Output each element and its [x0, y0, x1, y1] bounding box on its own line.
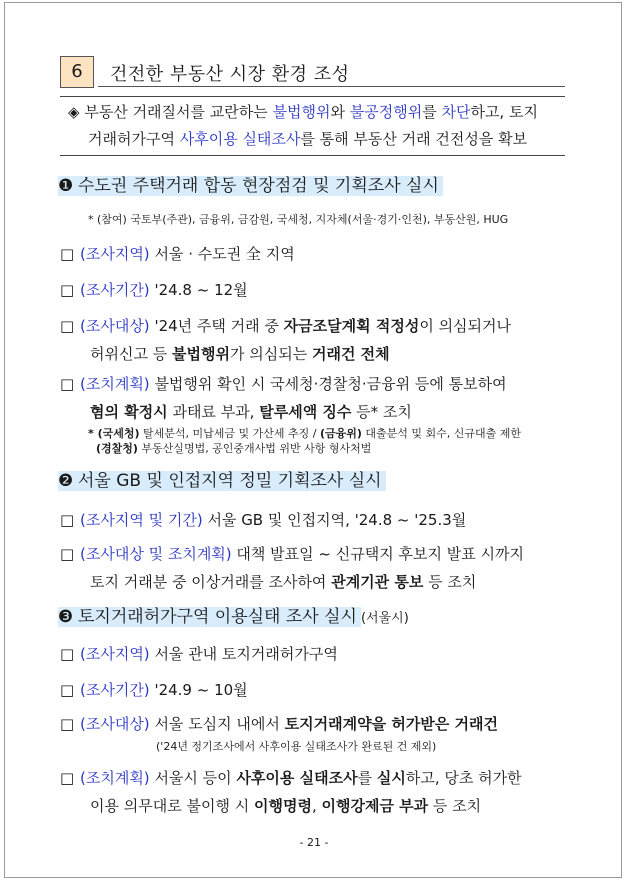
item-text: 대책 발표일 ~ 신규택지 후보지 발표 시까지 — [231, 545, 524, 563]
item-text: 서울 GB 및 인접지역, '24.8 ~ '25.3월 — [202, 511, 467, 529]
section-header — [60, 56, 565, 90]
item-bold: 자금조달계획 적정성 — [283, 317, 420, 335]
checkbox-icon: □ — [60, 769, 75, 787]
list-item-t3-period — [60, 676, 570, 704]
section-underline — [98, 86, 565, 87]
topic-heading-3 — [58, 604, 409, 630]
item-bold: 이행명령 — [253, 797, 312, 815]
item-text: 하고, 당초 허가한 — [405, 769, 522, 787]
checkbox-icon: □ — [60, 545, 75, 563]
checkbox-icon: □ — [60, 715, 75, 733]
item-text: 등 조치 — [428, 797, 482, 815]
item-bold: 거래건 전체 — [311, 345, 390, 363]
item-text: 불법행위 확인 시 국세청·경찰청·금융위 등에 통보하여 — [149, 375, 507, 393]
summary-highlight: 불법행위 — [272, 103, 331, 121]
topic-highlight — [58, 471, 386, 491]
item-text: 를 — [357, 769, 377, 787]
topic-title: 토지거래허가구역 이용실태 조사 실시 — [78, 607, 357, 627]
checkbox-icon: □ — [60, 317, 75, 335]
item-bold: 사후이용 실태조사 — [236, 769, 358, 787]
list-item-t1-area — [60, 240, 570, 268]
summary-line-1 — [60, 99, 565, 126]
page-number: - 21 - — [299, 836, 329, 849]
item-tag: (조치계획) — [80, 769, 150, 787]
topic-suffix: (서울시) — [360, 611, 409, 626]
item-text: 서울 관내 토지거래허가구역 — [149, 645, 338, 663]
list-item-t2-area — [60, 506, 570, 534]
summary-text: 를 통해 부동산 거래 건전성을 확보 — [300, 130, 528, 148]
checkbox-icon: □ — [60, 645, 75, 663]
item-bold: 이행강제금 부과 — [321, 797, 429, 815]
section-title: 건전한 부동산 시장 환경 조성 — [110, 64, 350, 85]
item-tag: (조사지역) — [80, 645, 150, 663]
list-item-t1-target — [60, 312, 570, 368]
diamond-marker-icon: ◈ — [68, 103, 80, 121]
list-item-t3-action — [60, 764, 570, 820]
checkbox-icon: □ — [60, 281, 75, 299]
summary-highlight: 사후이용 실태조사 — [179, 130, 301, 148]
item-text: '24.8 ~ 12월 — [149, 281, 248, 299]
item-tag: (조사기간) — [80, 281, 150, 299]
item-tag: (조사대상 및 조치계획) — [80, 545, 232, 563]
summary-text: 부동산 거래질서를 교란하는 — [84, 103, 273, 121]
item-text: 과태료 부과, — [167, 403, 260, 421]
summary-text: 하고, 토지 — [470, 103, 538, 121]
item-text: 가 의심되는 — [229, 345, 312, 363]
list-item-t3-target — [60, 710, 570, 756]
topic-title: 서울 GB 및 인접지역 정밀 기획조사 실시 — [78, 471, 382, 491]
summary-text: 거래허가구역 — [88, 130, 180, 148]
item-bold: 탈루세액 징수 — [259, 403, 352, 421]
summary-text: 와 — [330, 103, 350, 121]
list-item-t3-area — [60, 640, 570, 668]
section-number: 6 — [60, 56, 94, 88]
checkbox-icon: □ — [60, 681, 75, 699]
summary-box — [60, 96, 565, 156]
item-tag: (조치계획) — [80, 375, 150, 393]
note-bold: (경찰청) — [96, 442, 138, 455]
topic-heading-2 — [58, 468, 386, 494]
item-tag: (조사기간) — [80, 681, 150, 699]
item-text: 서울시 등이 — [149, 769, 237, 787]
item-tag: (조사대상) — [80, 317, 150, 335]
item-text: 서울 · 수도권 全 지역 — [149, 245, 295, 263]
actions-note-line-1 — [88, 426, 521, 441]
summary-highlight: 차단 — [441, 103, 471, 121]
item-text: 등 조치 — [423, 573, 477, 591]
item-text: 이용 의무대로 불이행 시 — [90, 797, 254, 815]
checkbox-icon: □ — [60, 375, 75, 393]
item-bold: 혐의 확정시 — [90, 403, 168, 421]
item-tag: (조사지역 및 기간) — [80, 511, 203, 529]
note-text: 부동산실명법, 공인중개사법 위반 사항 형사처벌 — [137, 442, 372, 455]
item-text: 허위신고 등 — [90, 345, 172, 363]
item-tag: (조사지역) — [80, 245, 150, 263]
list-item-t1-period — [60, 276, 570, 304]
item-text: 토지 거래분 중 이상거래를 조사하여 — [90, 573, 332, 591]
item-text: 등* 조치 — [351, 403, 412, 421]
topic-highlight — [58, 176, 443, 196]
summary-highlight: 불공정행위 — [349, 103, 423, 121]
item-text: , — [311, 797, 322, 815]
item-bold: 실시 — [376, 769, 406, 787]
topic-heading-1 — [58, 173, 443, 199]
item-bold: 토지거래계약을 허가받은 거래건 — [284, 715, 498, 733]
item-text: '24년 주택 거래 중 — [149, 317, 284, 335]
topic-title: 수도권 주택거래 합동 현장점검 및 기획조사 실시 — [78, 176, 439, 196]
item-bold: 불법행위 — [172, 345, 230, 363]
participants-note: * (참여) 국토부(주관), 금융위, 금감원, 국세청, 지자체(서울·경기·인천), 부동산원, HUG — [88, 213, 509, 226]
list-item-t1-action — [60, 370, 570, 426]
topic-highlight — [58, 607, 361, 627]
summary-line-2 — [60, 126, 565, 153]
numbered-bullet-icon: ❸ — [58, 607, 74, 627]
note-text: 대출분석 및 회수, 신규대출 제한 — [361, 427, 522, 440]
actions-note-line-2 — [96, 441, 371, 456]
list-item-t2-target — [60, 540, 570, 596]
checkbox-icon: □ — [60, 245, 75, 263]
item-text: '24.9 ~ 10월 — [149, 681, 248, 699]
target-exclusion-note: ('24년 정기조사에서 사후이용 실태조사가 완료된 건 제외) — [156, 740, 437, 753]
numbered-bullet-icon: ❶ — [58, 176, 74, 196]
note-bold: * (국세청) — [88, 427, 140, 440]
item-text: 서울 도심지 내에서 — [149, 715, 285, 733]
item-text: 이 의심되거나 — [419, 317, 512, 335]
item-bold: 관계기관 통보 — [331, 573, 424, 591]
note-text: 탈세분석, 미납세금 및 가산세 추징 / — [139, 427, 320, 440]
checkbox-icon: □ — [60, 511, 75, 529]
note-bold: (금융위) — [319, 427, 362, 440]
item-tag: (조사대상) — [80, 715, 150, 733]
numbered-bullet-icon: ❷ — [58, 471, 74, 491]
summary-text: 를 — [422, 103, 442, 121]
